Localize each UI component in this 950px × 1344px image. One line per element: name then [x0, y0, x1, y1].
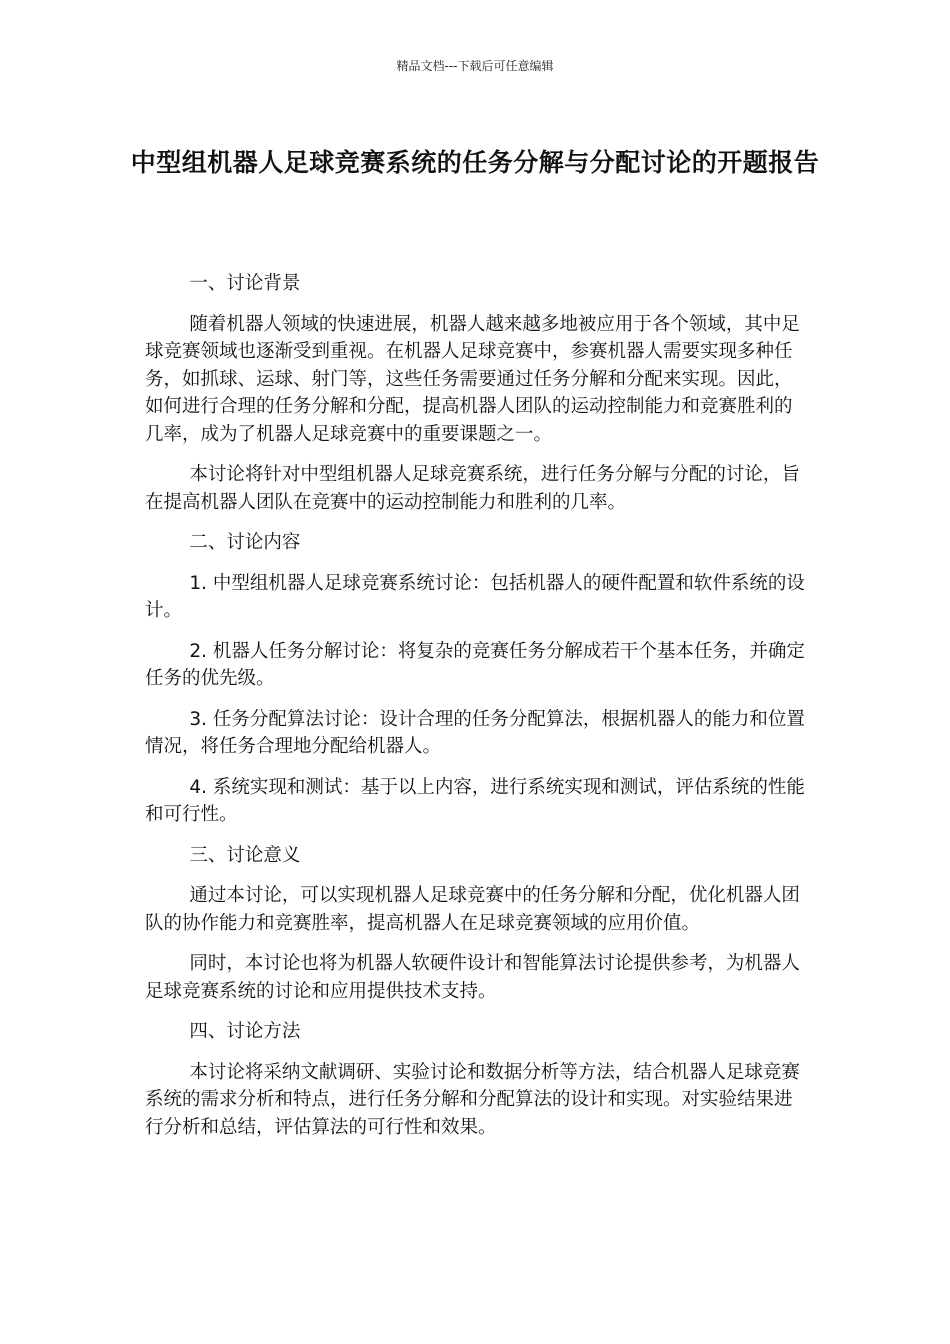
list-item: 4. 系统实现和测试：基于以上内容，进行系统实现和测试，评估系统的性能和可行性。 [145, 776, 805, 825]
paragraph: 本讨论将采纳文献调研、实验讨论和数据分析等方法，结合机器人足球竞赛系统的需求分析和特点，进行任务分解和分配算法的设计和实现。对实验结果进行分析和总结，评估算法的可行性和效果。 [145, 1061, 800, 1138]
section-heading: 一、讨论背景 [189, 273, 301, 294]
document-title: 中型组机器人足球竞赛系统的任务分解与分配讨论的开题报告 [130, 148, 820, 177]
list-item: 1. 中型组机器人足球竞赛系统讨论：包括机器人的硬件配置和软件系统的设计。 [145, 572, 805, 621]
document-body [145, 270, 805, 1154]
header-note: 精品文档---下载后可任意编辑 [396, 59, 554, 73]
paragraph: 通过本讨论，可以实现机器人足球竞赛中的任务分解和分配，优化机器人团队的协作能力和竞赛胜率，提高机器人在足球竞赛领域的应用价值。 [145, 885, 800, 934]
list-item: 2. 机器人任务分解讨论：将复杂的竞赛任务分解成若干个基本任务，并确定任务的优先级。 [145, 640, 805, 689]
paragraph: 本讨论将针对中型组机器人足球竞赛系统，进行任务分解与分配的讨论，旨在提高机器人团队在竞赛中的运动控制能力和胜利的几率。 [145, 464, 800, 513]
list-item: 3. 任务分配算法讨论：设计合理的任务分配算法，根据机器人的能力和位置情况，将任务合理地分配给机器人。 [145, 708, 805, 757]
section-heading: 三、讨论意义 [189, 844, 301, 866]
paragraph: 同时，本讨论也将为机器人软硬件设计和智能算法讨论提供参考，为机器人足球竞赛系统的讨论和应用提供技术支持。 [145, 953, 800, 1002]
section-heading: 四、讨论方法 [189, 1021, 301, 1042]
section-heading: 二、讨论内容 [189, 532, 301, 553]
paragraph: 随着机器人领域的快速进展，机器人越来越多地被应用于各个领域，其中足球竞赛领域也逐渐受到重视。在机器人足球竞赛中，参赛机器人需要实现多种任务，如抓球、运球、射门等，这些任务需要通过任务分解和分配来实现。因此，如何进行合理的任务分解和分配，提高机器人团队的运动控制能力和竞赛胜利的几率，成为了机器人足球竞赛中的重要课题之一。 [145, 313, 800, 445]
